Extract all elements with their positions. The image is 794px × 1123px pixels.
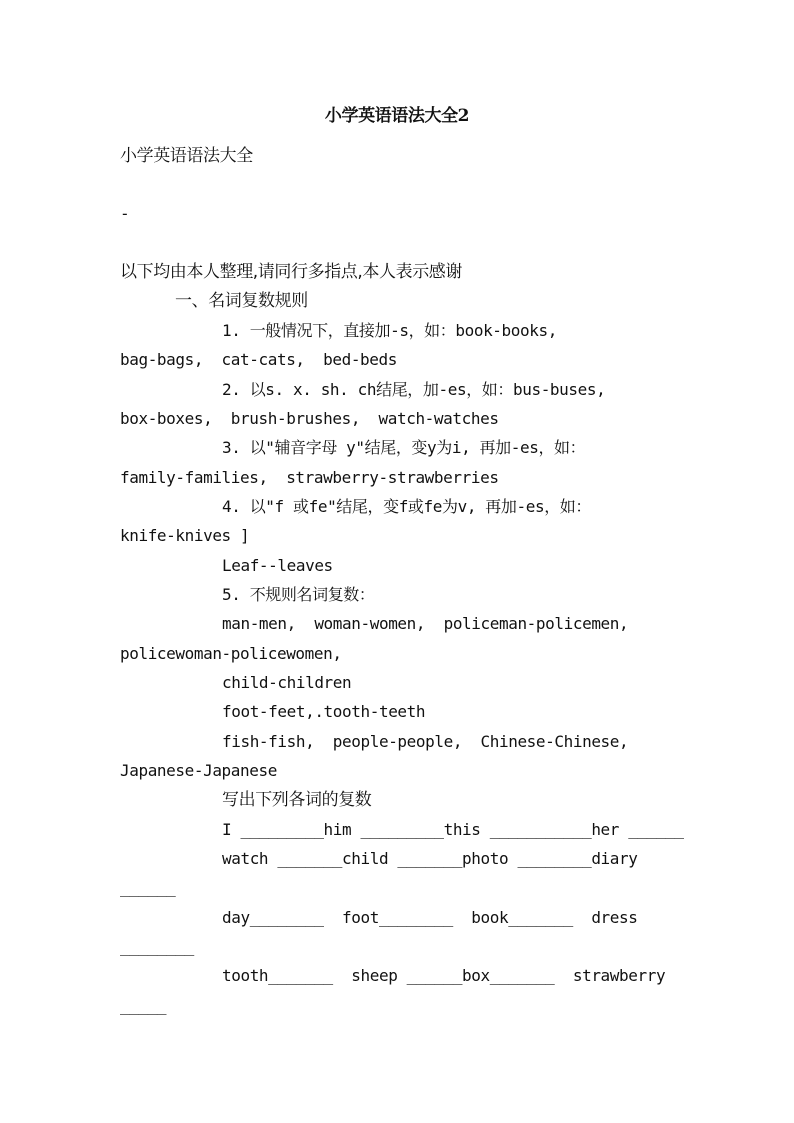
document-title: 小学英语语法大全2	[324, 106, 470, 126]
rule-1-examples: bag-bags, cat-cats, bed-beds	[120, 350, 397, 369]
rule-1: 1. 一般情况下，直接加-s，如：book-books,	[222, 321, 557, 340]
rule-5-line-4: foot-feet,.tooth-teeth	[222, 702, 426, 721]
rule-4-example-2: Leaf--leaves	[222, 556, 333, 575]
rule-2-examples: box-boxes, brush-brushes, watch-watches	[120, 409, 499, 428]
rule-2: 2. 以s. x. sh. ch结尾，加-es，如：bus-buses,	[222, 380, 606, 399]
rule-5-line-3: child-children	[222, 673, 352, 692]
exercise-row-1: I _________him _________this ___________her ______	[222, 820, 684, 839]
exercise-row-2: watch _______child _______photo ________diary	[222, 849, 638, 868]
rule-5-line-1: man-men, woman-women, policeman-policemen,	[222, 614, 629, 633]
exercise-row-4: tooth_______ sheep ______box_______ strawberry	[222, 966, 666, 985]
exercise-row-4-cont: _____	[120, 996, 167, 1015]
exercise-heading: 写出下列各词的复数	[222, 790, 372, 810]
intro-text: 以下均由本人整理,请同行多指点,本人表示感谢	[120, 262, 463, 282]
section-heading: 一、名词复数规则	[175, 291, 308, 311]
rule-5-line-5: fish-fish, people-people, Chinese-Chinese,	[222, 732, 629, 751]
rule-5-line-2: policewoman-policewomen,	[120, 644, 342, 663]
dash-separator: -	[120, 204, 130, 223]
rule-5: 5. 不规则名词复数：	[222, 585, 375, 604]
rule-5-line-6: Japanese-Japanese	[120, 761, 277, 780]
rule-4-example-1: knife-knives ]	[120, 526, 250, 545]
rule-3-examples: family-families, strawberry-strawberries	[120, 468, 499, 487]
exercise-row-3: day________ foot________ book_______ dress	[222, 908, 638, 927]
exercise-row-2-cont: ______	[120, 878, 176, 897]
exercise-row-3-cont: ________	[120, 937, 194, 956]
document-subtitle: 小学英语语法大全	[120, 146, 253, 166]
rule-4: 4. 以"f 或fe"结尾，变f或fe为v, 再加-es，如：	[222, 497, 591, 516]
rule-3: 3. 以"辅音字母 y"结尾，变y为i, 再加-es，如：	[222, 438, 586, 457]
